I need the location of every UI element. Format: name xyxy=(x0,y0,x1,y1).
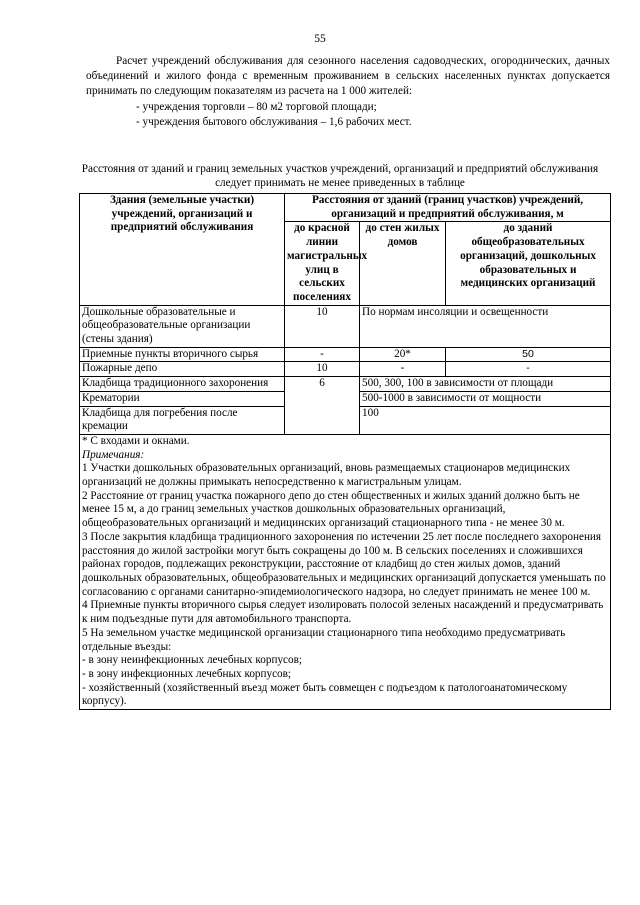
cell-red-line: - xyxy=(285,347,360,362)
header-distances-group: Расстояния от зданий (границ участков) учреждений, организаций и предприятий обслуживания, м xyxy=(285,194,611,222)
note-item: 3 После закрытия кладбища традиционного захоронения по истечении 25 лет после последнего захоронения расстояния до жилой застройки могут быть сокращены до 100 м. В сельских поселениях и сложившихся районах городов, подлежащих реконструкции, расстояние от кладбищ до стен жилых домов, зданий дошкольных образовательных, общеобразовательных и медицинских организаций допускается уменьшать по согласованию с органами санитарно-эпидемиологического надзора, но следует принимать не менее 100 м. xyxy=(82,530,606,598)
note-item: 2 Расстояние от границ участка пожарного депо до стен общественных и жилых зданий должно быть не менее 15 м, а до границ земельных участков дошкольных образовательных организаций, общеобразовательных организаций и медицинских организаций стационарного типа - не менее 30 м. xyxy=(82,489,580,530)
table-row xyxy=(80,377,611,392)
header-houses: до стен жилых домов xyxy=(360,222,446,305)
notes-cell xyxy=(80,434,611,709)
cell-houses: - xyxy=(360,362,446,377)
note-sub-item: - хозяйственный (хозяйственный въезд может быть совмещен с подъездом к патологоанатомическому корпусу). xyxy=(82,681,568,708)
cell-red-line: 6 xyxy=(285,377,360,435)
cell-merged-value: 500, 300, 100 в зависимости от площади xyxy=(360,377,611,392)
intro-paragraph: Расчет учреждений обслуживания для сезонного населения садоводческих, огороднических, дачных объединений и жилого фонда с временным проживанием в сельских населенных пунктах допускается принимать по следующим показателям из расчета на 1 000 жителей: xyxy=(86,55,610,98)
cell-red-line: 10 xyxy=(285,362,360,377)
notes-row xyxy=(80,434,611,709)
header-buildings: Здания (земельные участки) учреждений, организаций и предприятий обслуживания xyxy=(80,194,285,306)
cell-red-line: 10 xyxy=(285,305,360,347)
note-item: 4 Приемные пункты вторичного сырья следует изолировать полосой зеленых насаждений и предусматривать к ним подъездные пути для автомобильного транспорта. xyxy=(82,599,604,626)
intro-bullet: - учреждения бытового обслуживания – 1,6 рабочих мест. xyxy=(136,115,412,128)
table-row xyxy=(80,347,611,362)
cell-merged-value: По нормам инсоляции и освещенности xyxy=(360,305,611,347)
page-number: 55 xyxy=(314,33,326,45)
note-item: 1 Участки дошкольных образовательных организаций, вновь размещаемых стационаров медицинских организаций не должны примыкать непосредственно к магистральным улицам. xyxy=(82,462,571,489)
table-caption: Расстояния от зданий и границ земельных участков учреждений, организаций и предприятий обслуживания следует принимать не менее приведенных в таблице xyxy=(81,163,599,189)
cell-merged-value: 500-1000 в зависимости от мощности xyxy=(360,391,611,406)
distance-table xyxy=(79,193,611,710)
table-row xyxy=(80,305,611,347)
intro-section xyxy=(86,54,610,130)
table-header-row xyxy=(80,194,611,222)
note-sub-item: - в зону инфекционных лечебных корпусов; xyxy=(82,667,292,680)
note-item: 5 На земельном участке медицинской организации стационарного типа необходимо предусматривать отдельные въезды: xyxy=(82,626,566,653)
row-name: Пожарные депо xyxy=(80,362,285,377)
row-name: Крематории xyxy=(80,391,285,406)
cell-schools: - xyxy=(446,362,611,377)
intro-bullet: - учреждения торговли – 80 м2 торговой площади; xyxy=(136,100,377,113)
row-name: Дошкольные образовательные и общеобразовательные организации (стены здания) xyxy=(80,305,285,347)
row-name: Кладбища традиционного захоронения xyxy=(80,377,285,392)
table-row xyxy=(80,362,611,377)
header-schools: до зданий общеобразовательных организаций, дошкольных образовательных и медицинских организаций xyxy=(446,222,611,305)
cell-houses: 20* xyxy=(360,347,446,362)
header-red-line: до красной линии магистральных улиц в сельских поселениях xyxy=(285,222,360,305)
cell-merged-value: 100 xyxy=(360,406,611,434)
row-name: Приемные пункты вторичного сырья xyxy=(80,347,285,362)
note-sub-item: - в зону неинфекционных лечебных корпусов; xyxy=(82,654,302,667)
row-name: Кладбища для погребения после кремации xyxy=(80,406,285,434)
cell-schools: 50 xyxy=(446,347,611,362)
footnote: * С входами и окнами. xyxy=(82,434,190,447)
notes-title: Примечания: xyxy=(82,448,145,461)
